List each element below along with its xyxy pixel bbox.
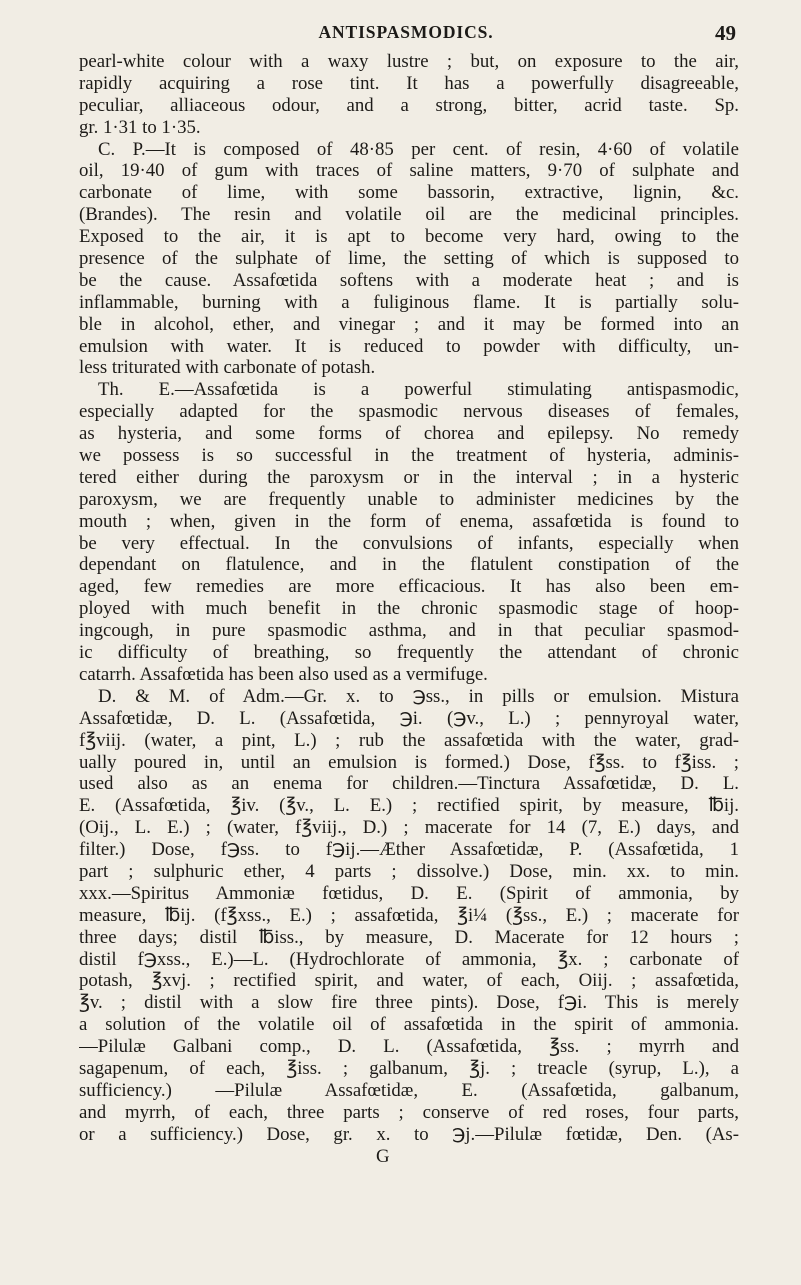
text-line: ic difficulty of breathing, so frequently the attendant of chronic — [79, 642, 739, 664]
signature-mark: G — [376, 1145, 390, 1167]
text-line: tered either during the paroxysm or in the interval ; in a hysteric — [79, 466, 739, 488]
text-line: pearl-white colour with a waxy lustre ; but, on exposure to the air, — [79, 51, 739, 72]
text-line: measure, ℔ij. (f℥xss., E.) ; assafœtida, ℥i¼ (℥ss., E.) ; macerate for — [79, 904, 739, 926]
text-line: E. (Assafœtida, ℥iv. (℥v., L. E.) ; rectified spirit, by measure, ℔ij. — [79, 795, 739, 817]
text-line: gr. 1·31 to 1·35. — [79, 116, 201, 138]
text-line: dependant on flatulence, and in the flatulent constipation of the — [79, 554, 739, 576]
text-line: or a sufficiency.) Dose, gr. x. to ℈j.—Pilulæ fœtidæ, Den. (As- — [79, 1123, 739, 1145]
text-line: ingcough, in pure spasmodic asthma, and in that peculiar spasmod- — [79, 620, 739, 642]
text-line: ually poured in, until an emulsion is formed.) Dose, f℥ss. to f℥iss. ; — [79, 751, 739, 773]
text-line: filter.) Dose, f℈ss. to f℈ij.—Æther Assafœtidæ, P. (Assafœtida, 1 — [79, 839, 739, 861]
text-line: sagapenum, of each, ℥iss. ; galbanum, ℥j. ; treacle (syrup, L.), a — [79, 1057, 739, 1079]
running-title: ANTISPASMODICS. — [318, 22, 494, 42]
text-line: ble in alcohol, ether, and vinegar ; and it may be formed into an — [79, 313, 739, 335]
text-line: presence of the sulphate of lime, the setting of which is supposed to — [79, 248, 739, 270]
text-line: paroxysm, we are frequently unable to administer medicines by the — [79, 488, 739, 510]
text-line: ployed with much benefit in the chronic spasmodic stage of hoop- — [79, 598, 739, 620]
text-line: be very effectual. In the convulsions of infants, especially when — [79, 532, 739, 554]
text-line: Exposed to the air, it is apt to become very hard, owing to the — [79, 226, 739, 248]
text-line: sufficiency.) —Pilulæ Assafœtidæ, E. (Assafœtida, galbanum, — [79, 1079, 739, 1101]
text-line: mouth ; when, given in the form of enema, assafœtida is found to — [79, 510, 739, 532]
text-line: xxx.—Spiritus Ammoniæ fœtidus, D. E. (Spirit of ammonia, by — [79, 882, 739, 904]
text-line: part ; sulphuric ether, 4 parts ; dissolve.) Dose, min. xx. to min. — [79, 860, 739, 882]
text-line: Assafœtidæ, D. L. (Assafœtida, ℈i. (℈v., L.) ; pennyroyal water, — [79, 707, 739, 729]
text-line: f℥viij. (water, a pint, L.) ; rub the assafœtida with the water, grad- — [79, 729, 739, 751]
text-line: used also as an enema for children.—Tinctura Assafœtidæ, D. L. — [79, 773, 739, 795]
text-line: we possess is so successful in the treatment of hysteria, adminis- — [79, 445, 739, 467]
text-line: a solution of the volatile oil of assafœtida in the spirit of ammonia. — [79, 1014, 739, 1036]
text-line: peculiar, alliaceous odour, and a strong, bitter, acrid taste. Sp. — [79, 94, 739, 116]
text-line: carbonate of lime, with some bassorin, extractive, lignin, &c. — [79, 182, 739, 204]
text-line: rapidly acquiring a rose tint. It has a powerfully disagreeable, — [79, 72, 739, 94]
body-text — [79, 51, 739, 1167]
text-line: as hysteria, and some forms of chorea and epilepsy. No remedy — [79, 423, 739, 445]
text-line: aged, few remedies are more efficacious. It has also been em- — [79, 576, 739, 598]
text-line: three days; distil ℔iss., by measure, D. Macerate for 12 hours ; — [79, 926, 739, 948]
text-line: potash, ℥xvj. ; rectified spirit, and water, of each, Oiij. ; assafœtida, — [79, 970, 739, 992]
text-line: inflammable, burning with a fuliginous flame. It is partially solu- — [79, 291, 739, 313]
text-line: be the cause. Assafœtida softens with a moderate heat ; and is — [79, 269, 739, 291]
page-number: 49 — [715, 21, 736, 45]
text-line: ℥v. ; distil with a slow fire three pints). Dose, f℈i. This is merely — [79, 992, 739, 1014]
text-line: —Pilulæ Galbani comp., D. L. (Assafœtida, ℥ss. ; myrrh and — [79, 1036, 739, 1058]
text-line: (Brandes). The resin and volatile oil are the medicinal principles. — [79, 204, 739, 226]
text-line: (Oij., L. E.) ; (water, f℥viij., D.) ; macerate for 14 (7, E.) days, and — [79, 817, 739, 839]
text-line: Th. E.—Assafœtida is a powerful stimulating antispasmodic, — [98, 379, 739, 401]
text-line: and myrrh, of each, three parts ; conserve of red roses, four parts, — [79, 1101, 739, 1123]
text-line: C. P.—It is composed of 48·85 per cent. of resin, 4·60 of volatile — [98, 138, 739, 160]
text-line: especially adapted for the spasmodic nervous diseases of females, — [79, 401, 739, 423]
text-line: less triturated with carbonate of potash. — [79, 357, 376, 379]
text-line: distil f℈xss., E.)—L. (Hydrochlorate of ammonia, ℥x. ; carbonate of — [79, 948, 739, 970]
text-line: catarrh. Assafœtida has been also used as a vermifuge. — [79, 663, 488, 685]
text-line: D. & M. of Adm.—Gr. x. to ℈ss., in pills or emulsion. Mistura — [98, 685, 739, 707]
text-line: emulsion with water. It is reduced to powder with difficulty, un- — [79, 335, 739, 357]
text-line: oil, 19·40 of gum with traces of saline matters, 9·70 of sulphate and — [79, 160, 739, 182]
running-head — [76, 22, 736, 52]
